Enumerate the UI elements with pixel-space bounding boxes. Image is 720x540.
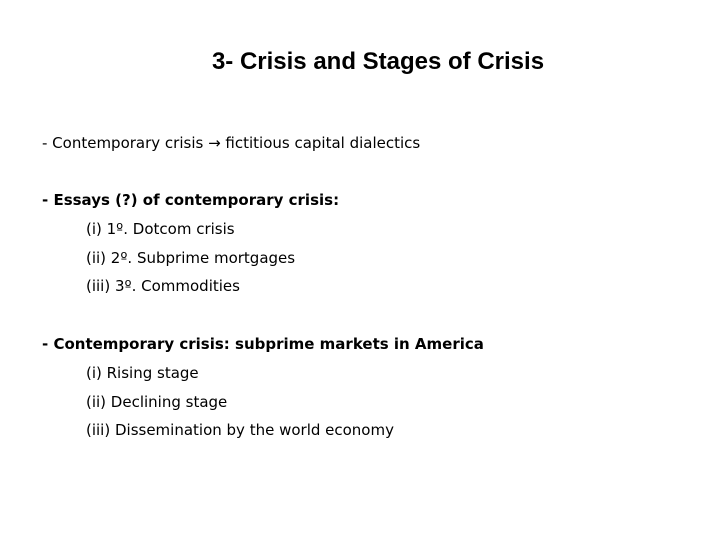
stage-item-rising: (i) Rising stage xyxy=(86,364,199,382)
stage-item-declining: (ii) Declining stage xyxy=(86,393,228,411)
essay-item-subprime: (ii) 2º. Subprime mortgages xyxy=(86,249,296,267)
bullet-fictitious-capital: - Contemporary crisis → fictitious capital dialectics xyxy=(42,134,421,152)
essay-item-commodities: (iii) 3º. Commodities xyxy=(86,277,240,295)
subprime-heading: - Contemporary crisis: subprime markets in America xyxy=(42,335,484,353)
stage-item-dissemination: (iii) Dissemination by the world economy xyxy=(86,421,394,439)
essays-heading: - Essays (?) of contemporary crisis: xyxy=(42,191,340,209)
essay-item-dotcom: (i) 1º. Dotcom crisis xyxy=(86,220,235,238)
slide-title: 3- Crisis and Stages of Crisis xyxy=(211,48,545,75)
